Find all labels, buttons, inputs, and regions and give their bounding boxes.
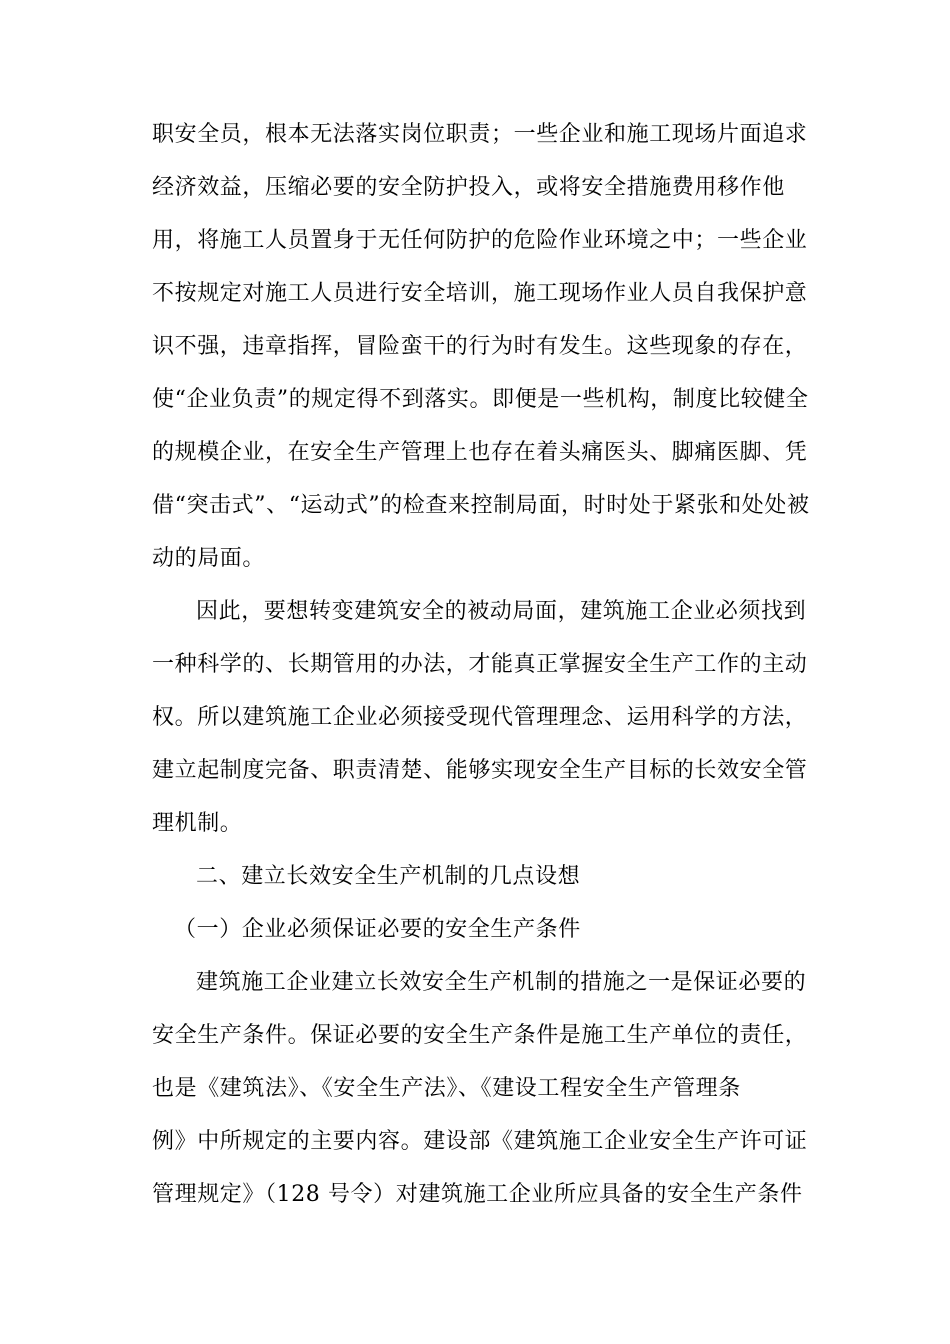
text-line: 也是《建筑法》、《安全生产法》、《建设工程安全生产管理条 (152, 1076, 741, 1101)
text-line: 管理规定》（128 号令）对建筑施工企业所应具备的安全生产条件 (152, 1182, 803, 1207)
text-line: 用，将施工人员置身于无任何防护的危险作业环境之中；一些企业 (152, 228, 808, 253)
text-line: 使“企业负责”的规定得不到落实。即便是一些机构，制度比较健全 (152, 387, 809, 412)
text-line: 经济效益，压缩必要的安全防护投入，或将安全措施费用移作他 (152, 175, 785, 200)
text-line: 安全生产条件。保证必要的安全生产条件是施工生产单位的责任， (152, 1023, 808, 1048)
paragraph-first-line: 建筑施工企业建立长效安全生产机制的措施之一是保证必要的 (196, 970, 807, 995)
paragraph-first-line: 因此，要想转变建筑安全的被动局面，建筑施工企业必须找到 (196, 599, 807, 624)
text-line: 动的局面。 (152, 546, 266, 571)
text-line: 理机制。 (152, 811, 243, 836)
text-line: 的规模企业，在安全生产管理上也存在着头痛医头、脚痛医脚、凭 (152, 440, 808, 465)
text-line: 职安全员，根本无法落实岗位职责；一些企业和施工现场片面追求 (152, 122, 808, 147)
text-line: 例》中所规定的主要内容。建设部《建筑施工企业安全生产许可证 (152, 1129, 808, 1154)
text-line: 不按规定对施工人员进行安全培训，施工现场作业人员自我保护意 (152, 281, 808, 306)
text-line: 一种科学的、长期管用的办法，才能真正掌握安全生产工作的主动 (152, 652, 808, 677)
text-line: 建立起制度完备、职责清楚、能够实现安全生产目标的长效安全管 (152, 758, 808, 783)
text-line: 权。所以建筑施工企业必须接受现代管理理念、运用科学的方法， (152, 705, 808, 730)
section-heading: 二、建立长效安全生产机制的几点设想 (196, 864, 581, 889)
text-line: 借“突击式”、“运动式”的检查来控制局面，时时处于紧张和处处被 (152, 493, 810, 518)
text-line: 识不强，违章指挥，冒险蛮干的行为时有发生。这些现象的存在， (152, 334, 808, 359)
subsection-heading: （一）企业必须保证必要的安全生产条件 (174, 917, 581, 942)
